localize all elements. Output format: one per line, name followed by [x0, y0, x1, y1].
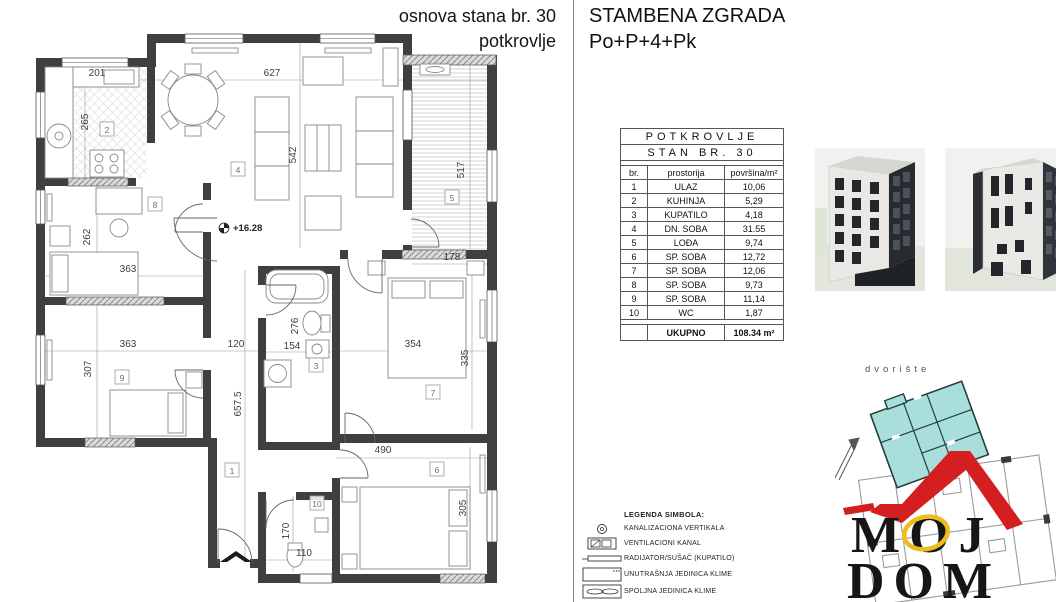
table-total-row: [621, 325, 784, 341]
legend-item-label: VENTILACIONI KANAL: [624, 540, 702, 547]
table-header-row: [621, 166, 784, 180]
sofa-left: [255, 97, 289, 200]
room-tag-number: 3: [313, 361, 319, 371]
room-tag-number: 6: [434, 465, 440, 475]
cell-area: 12,06: [725, 264, 784, 278]
room-tag-number: 10: [312, 499, 322, 509]
dimension-label: 276: [290, 317, 301, 335]
cell-number: 5: [621, 236, 648, 250]
dimension-label: 262: [82, 228, 93, 246]
dining-table: [168, 75, 218, 125]
table-row: [621, 194, 784, 208]
legend-item: [580, 567, 815, 582]
table-row: [621, 180, 784, 194]
legend-item-label: SPOLJNA JEDINICA KLIME: [624, 588, 717, 595]
col-header-area: površina/m²: [725, 166, 784, 180]
legend-item: [580, 537, 815, 550]
cell-room: WC: [648, 306, 725, 320]
table-title-line1: POTKROVLJE: [621, 129, 784, 145]
legend-item: [580, 522, 815, 535]
tv-unit: [305, 125, 341, 171]
nightstand: [368, 261, 385, 275]
nightstand: [186, 372, 202, 388]
cell-number: 10: [621, 306, 648, 320]
room-tag-number: 7: [430, 388, 436, 398]
total-value: 108.34 m²: [725, 325, 784, 341]
dimension-label: 335: [460, 349, 471, 367]
info-panel: [574, 0, 1056, 602]
legend-item: [580, 584, 815, 599]
cell-number: 7: [621, 264, 648, 278]
courtyard-label: dvorište: [865, 364, 931, 375]
entrance-arrow: [220, 551, 252, 562]
legend-item-label: RADIJATOR/SUŠAČ (KUPATILO): [624, 555, 735, 562]
moj-dom-logo: [843, 451, 1023, 602]
cell-room: SP. SOBA: [648, 250, 725, 264]
dimension-label: 307: [83, 360, 94, 378]
dimension-label: 657.5: [233, 391, 244, 417]
building-render-front: [815, 148, 925, 291]
total-label: UKUPNO: [648, 325, 725, 341]
dimension-label: 265: [80, 113, 91, 131]
nightstand: [467, 261, 484, 275]
dimension-label: 201: [88, 68, 106, 79]
building-title-line2: Po+P+4+Pk: [589, 31, 697, 53]
stove: [90, 150, 124, 177]
room-tag-number: 1: [229, 466, 235, 476]
cell-area: 4,18: [725, 208, 784, 222]
chair: [110, 219, 128, 237]
nightstand: [342, 487, 357, 502]
ac-outdoor-icon: [580, 584, 624, 599]
table-row: [621, 236, 784, 250]
dimension-label: 354: [404, 339, 422, 350]
coffee-table: [305, 196, 341, 230]
cell-number: 3: [621, 208, 648, 222]
table-row: [621, 278, 784, 292]
cell-room: DN. SOBA: [648, 222, 725, 236]
plan-title-line1: osnova stana br. 30: [398, 6, 556, 26]
cell-area: 1,87: [725, 306, 784, 320]
table-row: [621, 264, 784, 278]
cell-area: 10,06: [725, 180, 784, 194]
dimension-label: 110: [296, 548, 312, 559]
room-tag-number: 9: [119, 373, 125, 383]
dimension-label: 363: [119, 339, 137, 350]
cell-room: ULAZ: [648, 180, 725, 194]
nightstand: [342, 554, 357, 569]
table-row: [621, 306, 784, 320]
nightstand: [50, 226, 70, 246]
logo-line2: DOM: [847, 553, 1002, 602]
legend-item-label: UNUTRAŠNJA JEDINICA KLIME: [624, 571, 733, 578]
col-header-br: br.: [621, 166, 648, 180]
vent-duct-icon: [580, 537, 624, 550]
table-row: [621, 292, 784, 306]
room-tag-number: 2: [104, 125, 110, 135]
north-arrow-icon: [835, 438, 859, 480]
cell-number: 8: [621, 278, 648, 292]
room-tag-number: 5: [449, 193, 455, 203]
kitchen-counter-left: [45, 67, 73, 178]
table-row: [621, 250, 784, 264]
dimension-label: 490: [374, 445, 392, 456]
cell-number: 4: [621, 222, 648, 236]
room-area-table: [620, 128, 784, 341]
dimension-label: 517: [456, 161, 467, 179]
sewer-vertical-icon: [580, 523, 624, 535]
cell-room: KUPATILO: [648, 208, 725, 222]
cell-number: 6: [621, 250, 648, 264]
cell-number: 9: [621, 292, 648, 306]
cell-area: 11,14: [725, 292, 784, 306]
cell-number: 2: [621, 194, 648, 208]
cell-area: 31.55: [725, 222, 784, 236]
cell-room: SP. SOBA: [648, 264, 725, 278]
cell-area: 9,73: [725, 278, 784, 292]
logo-line1: MOJ: [851, 507, 994, 564]
legend-item: [580, 552, 815, 565]
cell-area: 5,29: [725, 194, 784, 208]
site-plan-and-logo: [823, 350, 1056, 602]
building-title: [589, 3, 785, 55]
dimension-label: 154: [283, 341, 301, 352]
table-row: [621, 222, 784, 236]
cell-room: SP. SOBA: [648, 278, 725, 292]
sideboard: [303, 57, 343, 85]
room-tag-number: 4: [235, 165, 241, 175]
kitchen-appliance: [104, 70, 134, 84]
ac-indoor-icon: [580, 567, 624, 582]
wc-sink: [315, 518, 328, 532]
dimension-label: 178: [443, 252, 461, 263]
legend-title: LEGENDA SIMBOLA:: [624, 510, 705, 519]
level-marker-value: +16.28: [233, 223, 263, 234]
cell-room: LOĐA: [648, 236, 725, 250]
cell-area: 9,74: [725, 236, 784, 250]
dimension-label: 305: [458, 499, 469, 517]
plan-title: [300, 4, 556, 54]
desk: [96, 188, 142, 214]
sofa-right: [356, 97, 393, 197]
radiator-icon: [580, 555, 624, 563]
cell-room: KUHINJA: [648, 194, 725, 208]
dimension-label: 363: [119, 264, 137, 275]
cell-room: SP. SOBA: [648, 292, 725, 306]
loggia-floor: [412, 65, 487, 250]
plan-title-line2: potkrovlje: [478, 31, 556, 51]
table-title-line2: STAN BR. 30: [621, 145, 784, 161]
legend-item-label: KANALIZACIONA VERTIKALA: [624, 525, 725, 532]
legend: [580, 510, 815, 601]
dimension-label: 627: [263, 68, 281, 79]
dimension-label: 542: [288, 146, 299, 164]
level-marker: [219, 223, 262, 234]
table-row: [621, 208, 784, 222]
cell-number: 1: [621, 180, 648, 194]
building-render-rear: [945, 148, 1056, 291]
toilet: [303, 311, 321, 335]
dimension-label: 170: [281, 522, 292, 540]
room-tag-number: 8: [152, 200, 158, 210]
col-header-room: prostorija: [648, 166, 725, 180]
dimension-label: 120: [227, 339, 245, 350]
cell-area: 12,72: [725, 250, 784, 264]
building-title-line1: STAMBENA ZGRADA: [589, 5, 786, 27]
